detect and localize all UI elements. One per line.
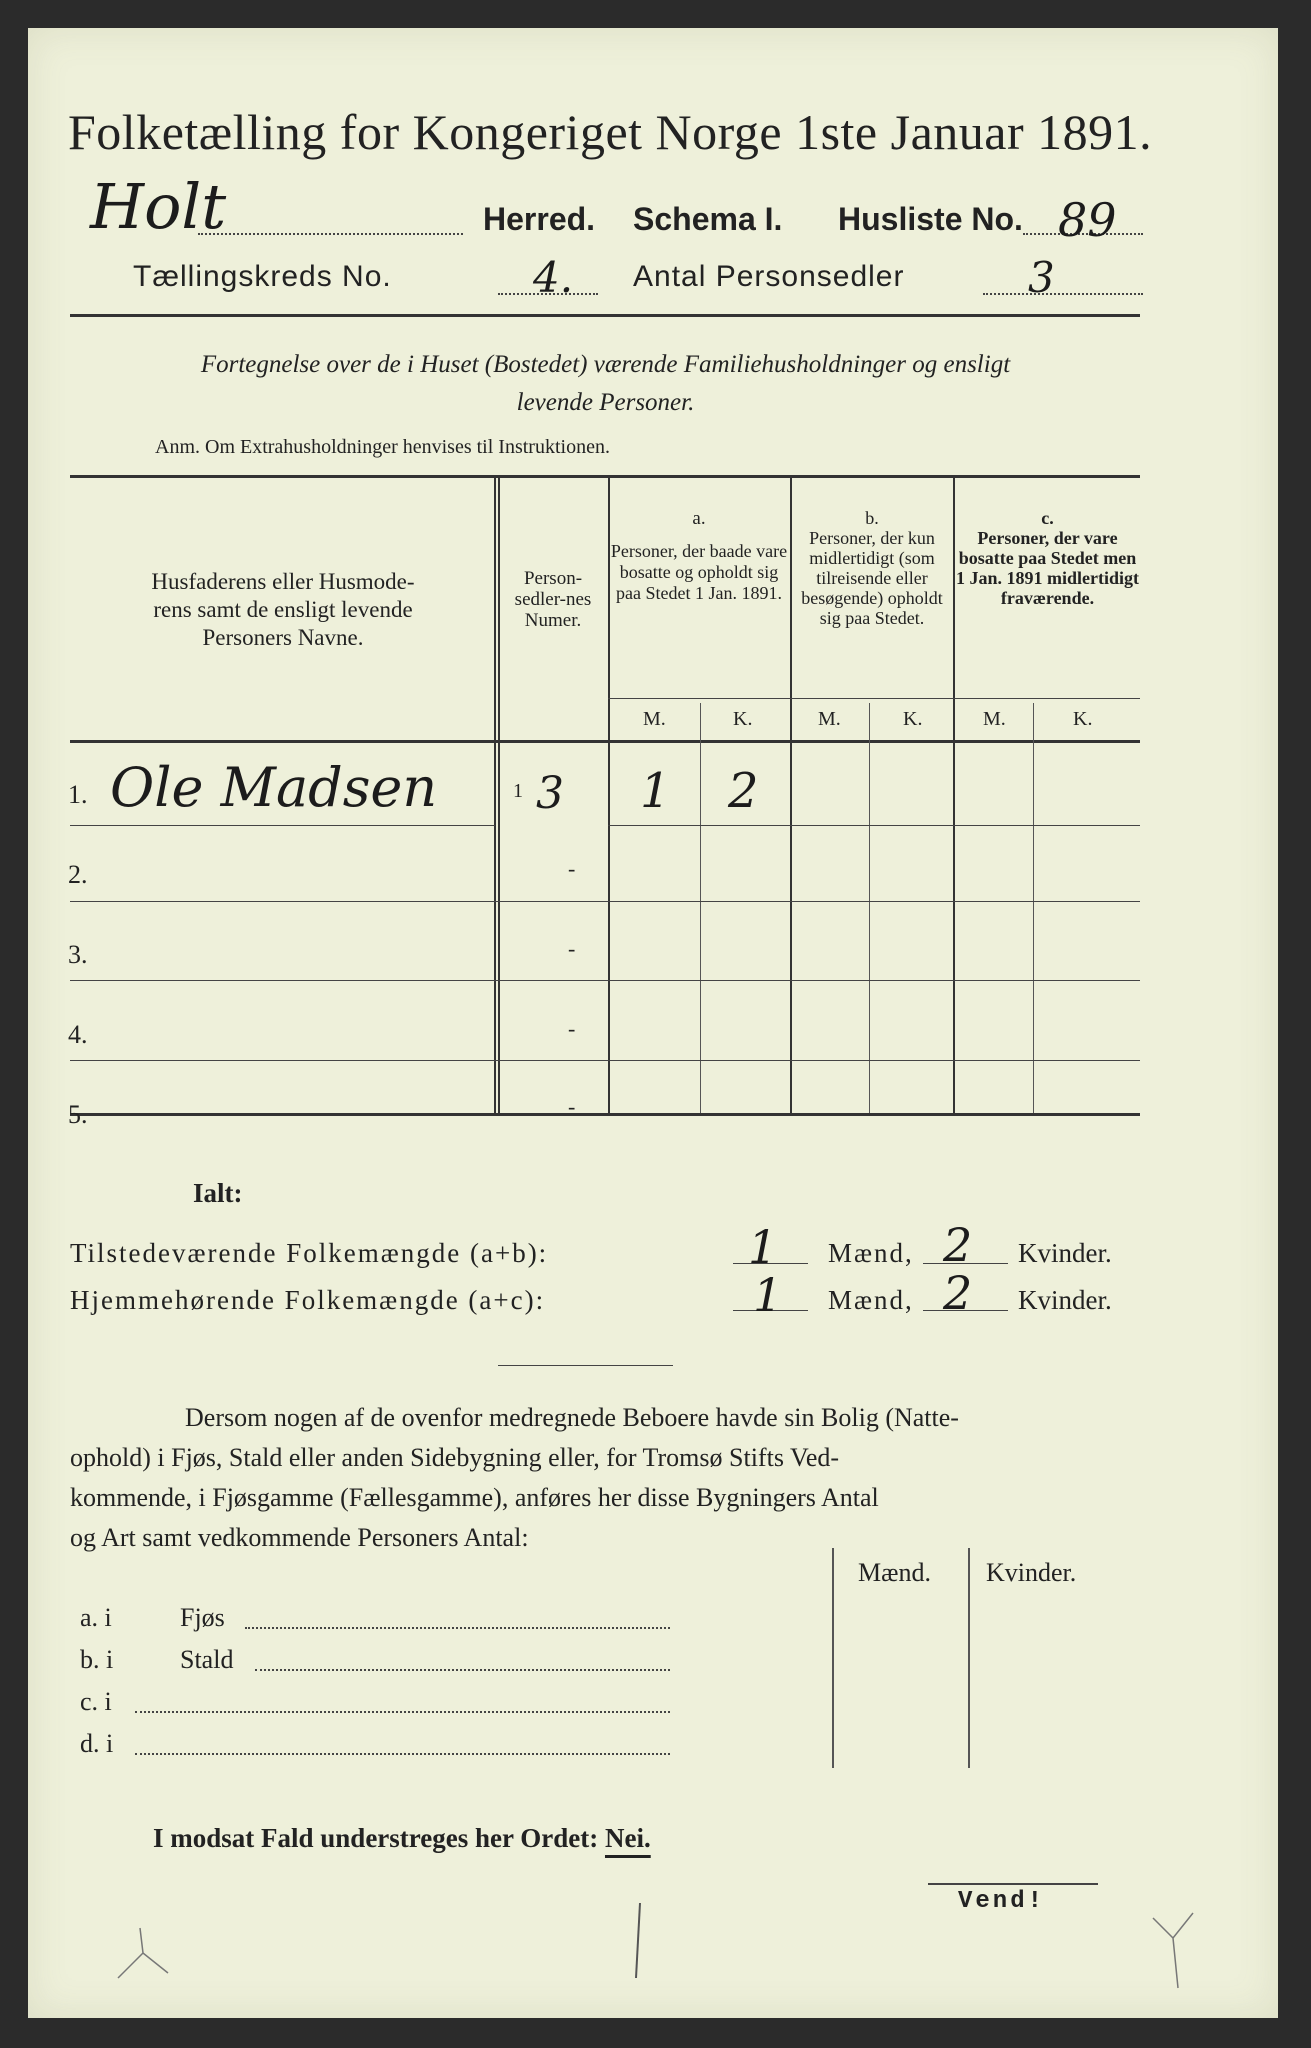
tilstedevaerende-label: Tilstedeværende Folkemængde (a+b): (70, 1238, 549, 1268)
column-b-letter: b. (865, 508, 879, 528)
building-row-b-name: Stald (180, 1645, 234, 1674)
hjemmehoerende-label: Hjemmehørende Folkemængde (a+c): (70, 1285, 546, 1315)
nei-word: Nei. (604, 1823, 651, 1853)
vend-rule (928, 1883, 1098, 1885)
buildings-paragraph-line-3: kommende, i Fjøsgamme (Fællesgamme), anføres her disse Bygningers Antal (70, 1483, 879, 1512)
b-k-label: K. (903, 708, 923, 730)
names-header-line-2: rens samt de ensligt levende (153, 597, 413, 622)
column-b-text: Personer, der kun midlertidigt (som tilreisende eller besøgende) opholdt sig paa Stedet. (801, 528, 943, 628)
pencil-mark-right (1148, 1908, 1208, 1998)
row-3-dash: - (568, 936, 576, 961)
herred-label: Herred. (483, 201, 596, 237)
row-2-dash: - (568, 856, 576, 881)
buildings-paragraph (70, 1398, 1142, 1558)
header-rule (70, 314, 1140, 317)
row-1-name-handwritten: Ole Madsen (110, 756, 438, 819)
hjemme-kvinder-handwritten: 2 (943, 1266, 973, 1320)
row-5-dash: - (568, 1094, 576, 1119)
building-row-c-dots (135, 1711, 670, 1713)
tilstede-maend-handwritten: 1 (748, 1220, 778, 1274)
row-4-dash: - (568, 1016, 576, 1041)
buildings-maend-header: Mænd. (858, 1558, 931, 1587)
row-1-number: 1. (68, 780, 88, 809)
herred-dotted-line (198, 233, 463, 235)
row-1-printed-number: 1 (513, 780, 523, 802)
building-row-c (80, 1687, 830, 1717)
census-form-page (28, 28, 1278, 2018)
subcol-b-divider (869, 703, 870, 1113)
column-a-letter: a. (692, 508, 706, 529)
row-2-rule (70, 980, 1140, 981)
column-c-header (955, 508, 1140, 608)
husliste-label: Husliste No. (838, 201, 1023, 237)
row-2-number: 2. (68, 860, 88, 889)
buildings-col-divider-2 (968, 1548, 970, 1768)
a-m-label: M. (643, 708, 666, 730)
building-row-a-name: Fjøs (180, 1603, 225, 1632)
form-subtitle (68, 346, 1143, 422)
row-5-number: 5. (68, 1100, 88, 1129)
subtitle-line-1: Fortegnelse over de i Huset (Bostedet) værende Familiehusholdninger og ensligt (200, 351, 1011, 378)
column-a-header (610, 508, 788, 604)
row-4-number: 4. (68, 1020, 88, 1049)
schema-label: Schema I. (633, 201, 783, 237)
building-row-c-letter: c. i (80, 1687, 112, 1716)
building-row-b (80, 1645, 830, 1675)
husliste-number-handwritten: 89 (1058, 193, 1117, 247)
tilstede-kvinder-label: Kvinder. (1018, 1238, 1112, 1268)
subtitle-line-2: levende Personer. (516, 389, 695, 416)
pencil-mark (108, 1908, 188, 1988)
subcol-c-divider (1033, 703, 1034, 1113)
row-3-number: 3. (68, 940, 88, 969)
names-header-line-1: Husfaderens eller Husmode- (151, 569, 415, 594)
building-row-b-dots (255, 1669, 670, 1671)
table-header-rule (70, 740, 1140, 743)
names-header-line-3: Personers Navne. (202, 625, 364, 650)
section-divider (498, 1365, 673, 1366)
personsedler-number-handwritten: 3 (1028, 253, 1055, 302)
mk-top-rule (608, 698, 1140, 699)
anm-note: Anm. Om Extrahusholdninger henvises til Instruktionen. (155, 436, 610, 458)
row-1-a-k-handwritten: 2 (728, 763, 759, 819)
buildings-paragraph-line-1: Dersom nogen af de ovenfor medregnede Beboere havde sin Bolig (Natte- (185, 1403, 959, 1432)
taellingskreds-number-handwritten: 4. (533, 253, 574, 302)
row-1-rule (70, 901, 1140, 902)
building-row-d-dots (135, 1753, 670, 1755)
ialt-label: Ialt: (193, 1178, 243, 1208)
building-row-a-dots (245, 1627, 670, 1629)
building-row-a (80, 1603, 830, 1633)
vend-label: Vend! (958, 1888, 1046, 1915)
row-0-name-rule (70, 825, 495, 826)
table-bottom-rule (70, 1113, 1140, 1116)
subcol-a-divider (700, 703, 701, 1113)
personsedler-column-header: Person-sedler-nes Numer. (514, 568, 592, 631)
buildings-paragraph-line-2: ophold) i Fjøs, Stald eller anden Sidebygning eller, for Tromsø Stifts Ved- (70, 1443, 840, 1472)
buildings-paragraph-line-4: og Art samt vedkommende Personers Antal: (70, 1523, 529, 1552)
tilstede-maend-label: Mænd, (828, 1238, 914, 1268)
hjemme-kvinder-label: Kvinder. (1018, 1285, 1112, 1315)
hjemme-maend-handwritten: 1 (753, 1268, 783, 1322)
buildings-kvinder-header: Kvinder. (986, 1558, 1077, 1587)
b-m-label: M. (818, 708, 841, 730)
column-b-header (792, 508, 952, 628)
row-1-a-m-handwritten: 1 (640, 763, 671, 819)
buildings-col-divider-1 (832, 1548, 834, 1768)
c-m-label: M. (983, 708, 1006, 730)
row-1-personsedler-handwritten: 3 (536, 768, 564, 819)
c-k-label: K. (1073, 708, 1093, 730)
column-c-text: Personer, der vare bosatte paa Stedet men 1 Jan. 1891 midlertidigt fraværende. (956, 528, 1139, 608)
personsedler-dotted-line (983, 293, 1143, 295)
row-3-rule (70, 1060, 1140, 1061)
column-c-letter: c. (1041, 508, 1054, 528)
table-top-rule (70, 475, 1140, 478)
form-title: Folketælling for Kongeriget Norge 1ste Januar 1891. (68, 104, 1153, 160)
hjemme-maend-label: Mænd, (828, 1285, 914, 1315)
tilstede-kvinder-handwritten: 2 (943, 1218, 973, 1272)
names-column-header (78, 568, 488, 652)
building-row-d-letter: d. i (80, 1729, 114, 1758)
building-row-d (80, 1729, 830, 1759)
taellingskreds-label: Tællingskreds No. (133, 260, 392, 293)
col-divider-1 (494, 478, 496, 1113)
modsat-fald-label: I modsat Fald understreges her Ordet: (153, 1823, 599, 1853)
herred-name-handwritten: Holt (90, 170, 227, 243)
pencil-stroke-center (628, 1898, 648, 1988)
personsedler-label: Antal Personsedler (633, 260, 905, 293)
building-row-b-letter: b. i (80, 1645, 114, 1674)
column-a-text: Personer, der baade vare bosatte og opholdt sig paa Stedet 1 Jan. 1891. (610, 541, 788, 603)
a-k-label: K. (733, 708, 753, 730)
row-0-data-rule (608, 825, 1140, 826)
building-row-a-letter: a. i (80, 1603, 112, 1632)
modsat-fald-text (153, 1823, 651, 1854)
